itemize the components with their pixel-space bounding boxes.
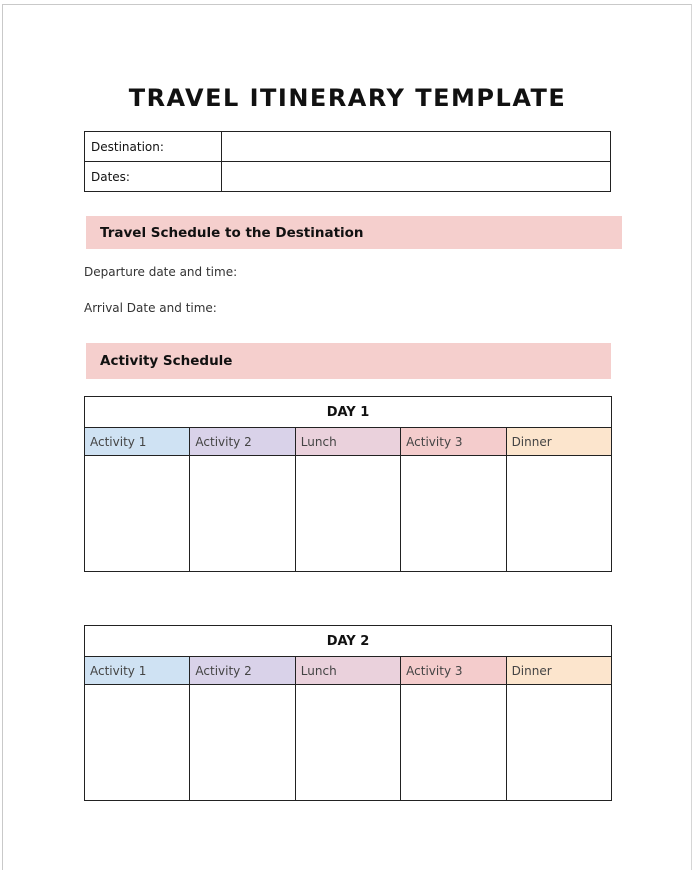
day-1-col-lunch: Lunch [295, 428, 400, 456]
day-1-lunch-cell[interactable] [295, 456, 400, 572]
day-2-activity-3-cell[interactable] [401, 685, 506, 801]
day-2-col-dinner: Dinner [506, 657, 611, 685]
day-1-table [84, 396, 612, 572]
trip-info-table [84, 131, 611, 192]
day-2-lunch-cell[interactable] [295, 685, 400, 801]
destination-row [85, 132, 611, 162]
day-2-column-headers [85, 657, 612, 685]
day-2-entry-row [85, 685, 612, 801]
day-2-activity-1-cell[interactable] [85, 685, 190, 801]
page-title: TRAVEL ITINERARY TEMPLATE [128, 84, 567, 112]
arrival-label: Arrival Date and time: [84, 301, 217, 315]
day-1-entry-row [85, 456, 612, 572]
destination-field[interactable] [222, 132, 611, 162]
day-1-col-activity-2: Activity 2 [190, 428, 295, 456]
travel-schedule-heading: Travel Schedule to the Destination [86, 216, 622, 249]
day-2-col-activity-1: Activity 1 [85, 657, 190, 685]
day-1-col-dinner: Dinner [506, 428, 611, 456]
day-2-dinner-cell[interactable] [506, 685, 611, 801]
day-2-table [84, 625, 612, 801]
dates-row [85, 162, 611, 192]
activity-schedule-heading: Activity Schedule [86, 343, 611, 379]
day-1-activity-2-cell[interactable] [190, 456, 295, 572]
day-1-column-headers [85, 428, 612, 456]
day-2-col-activity-3: Activity 3 [401, 657, 506, 685]
day-2-col-lunch: Lunch [295, 657, 400, 685]
day-1-col-activity-3: Activity 3 [401, 428, 506, 456]
departure-label: Departure date and time: [84, 265, 238, 279]
day-1-heading: DAY 1 [85, 397, 612, 428]
destination-label: Destination: [85, 132, 222, 162]
dates-label: Dates: [85, 162, 222, 192]
day-1-dinner-cell[interactable] [506, 456, 611, 572]
day-1-activity-1-cell[interactable] [85, 456, 190, 572]
day-2-col-activity-2: Activity 2 [190, 657, 295, 685]
day-1-activity-3-cell[interactable] [401, 456, 506, 572]
dates-field[interactable] [222, 162, 611, 192]
day-1-col-activity-1: Activity 1 [85, 428, 190, 456]
day-2-activity-2-cell[interactable] [190, 685, 295, 801]
day-2-heading: DAY 2 [85, 626, 612, 657]
